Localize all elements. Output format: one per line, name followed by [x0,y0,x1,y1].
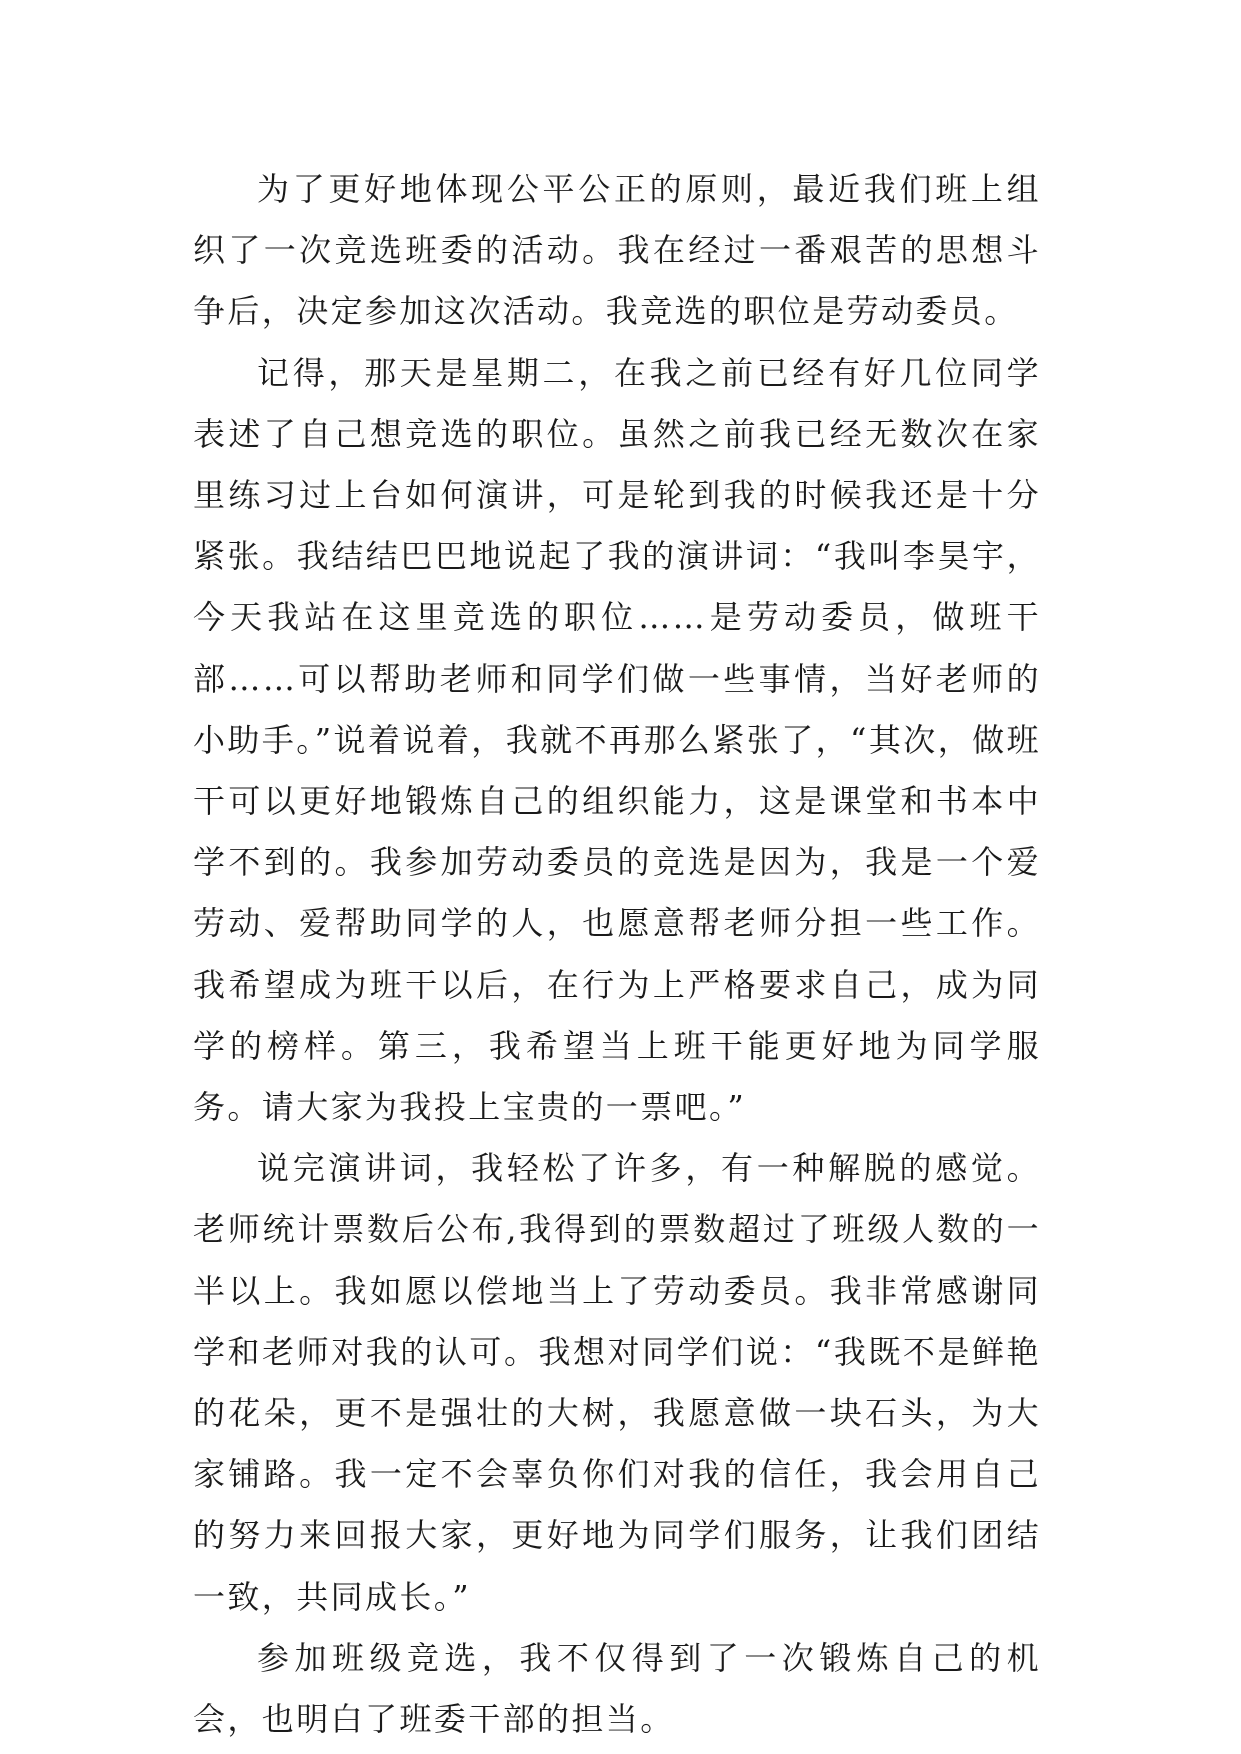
document-body [193,159,1041,1750]
paragraph-result: 说完演讲词，我轻松了许多，有一种解脱的感觉。老师统计票数后公布,我得到的票数超过了班级人数的一半以上。我如愿以偿地当上了劳动委员。我非常感谢同学和老师对我的认可。我想对同学们说：“我既不是鲜艳的花朵，更不是强壮的大树，我愿意做一块石头，为大家铺路。我一定不会辜负你们对我的信任，我会用自己的努力来回报大家，更好地为同学们服务，让我们团结一致，共同成长。” [193,1149,1041,1616]
paragraph-speech: 记得，那天是星期二，在我之前已经有好几位同学表述了自己想竞选的职位。虽然之前我已经无数次在家里练习过上台如何演讲，可是轮到我的时候我还是十分紧张。我结结巴巴地说起了我的演讲词：“我叫李昊宇，今天我站在这里竞选的职位……是劳动委员，做班干部……可以帮助老师和同学们做一些事情，当好老师的小助手。”说着说着，我就不再那么紧张了，“其次，做班干可以更好地锻炼自己的组织能力，这是课堂和书本中学不到的。我参加劳动委员的竞选是因为，我是一个爱劳动、爱帮助同学的人，也愿意帮老师分担一些工作。我希望成为班干以后，在行为上严格要求自己，成为同学的榜样。第三，我希望当上班干能更好地为同学服务。请大家为我投上宝贵的一票吧。” [193,353,1041,1127]
paragraph-conclusion: 参加班级竞选，我不仅得到了一次锻炼自己的机会，也明白了班委干部的担当。 [193,1638,1041,1739]
paragraph-intro: 为了更好地体现公平公正的原则，最近我们班上组织了一次竞选班委的活动。我在经过一番艰苦的思想斗争后，决定参加这次活动。我竞选的职位是劳动委员。 [193,170,1041,331]
